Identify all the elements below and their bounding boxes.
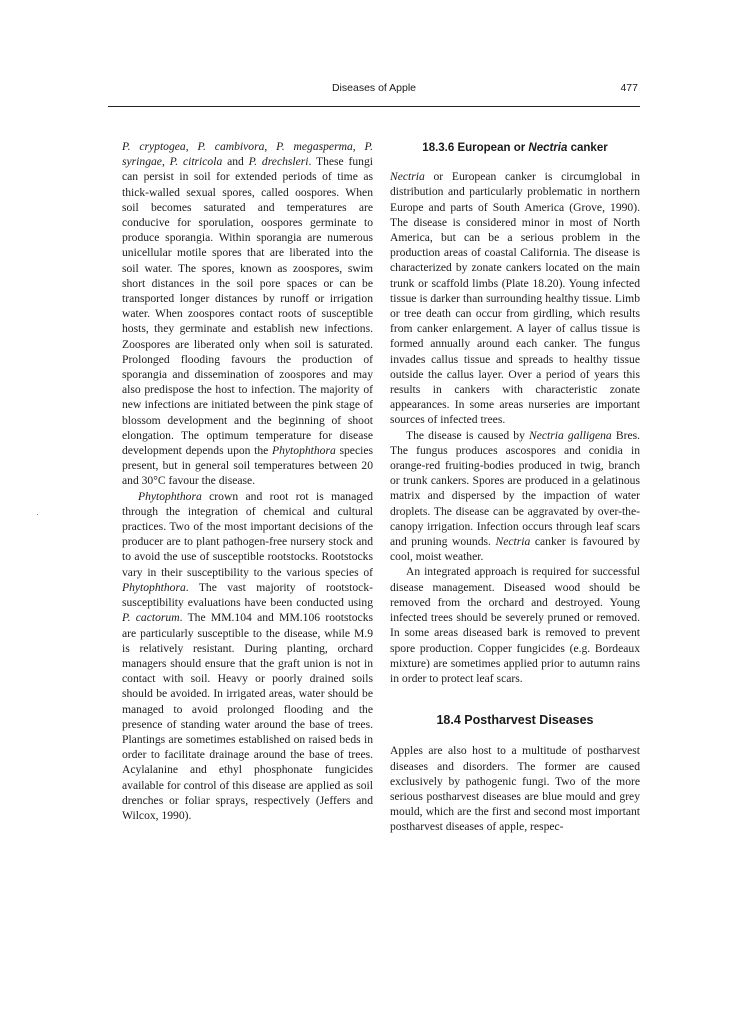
- italic-run: Nectria: [390, 170, 425, 184]
- italic-run: Nectria galligena: [529, 428, 612, 442]
- text-run: canker is favoured by cool, moist weather.: [390, 535, 640, 564]
- text-run: . These fungi can persist in soil for extended periods of time as thick-walled sexual spores, called oospores. When soil becomes saturated and temperatures are conducive for sporulation, oospores germinate to produce sporangia. Within sporangia are numerous unicellular motile spores that are liberated into the soil water. The spores, known as zoospores, swim short distances in the soil pore spaces or can be transported longer distances by runoff or irrigation water. When zoospores contact roots of susceptible hosts, they germinate and establish new infections. Zoospores are liberated only when soil is saturated. Prolonged flooding favours the production of sporangia and dissemination of zoospores and may also predispose the host to infection. The majority of new infections are initiated between the pink stage of blossom development and the beginning of shoot elongation. The optimum temperature for disease development depends upon the: [122, 155, 373, 458]
- right-column: [390, 139, 640, 835]
- running-head: Diseases of Apple: [331, 82, 417, 94]
- paragraph: [390, 743, 640, 834]
- text-run: canker: [567, 142, 608, 154]
- text-run: or European canker is circumglobal in distribution and particularly problematic in northern Europe and parts of South America (Grove, 1990). The disease is considered minor in most of North America, but can be a serious problem in the production areas of coastal California. The disease is characterized by zonate cankers located on the main trunk or scaffold limbs (Plate 18.20). Young infected tissue is darker than surrounding healthy tissue. Limb or tree death can occur from girdling, which results from canker enlargement. A layer of callus tissue is formed annually around each canker. The fungus invades callus tissue and spreads to healthy tissue outside the callus layer. Over a period of years this results in cankers with characteristic zonate appearances. In some areas nurseries are important sources of infected trees.: [390, 170, 640, 427]
- section-subheading: [390, 139, 640, 156]
- text-run: . The vast majority of rootstock-susceptibility evaluations have been conducted using: [122, 580, 373, 610]
- section-heading: 18.4 Postharvest Diseases: [436, 713, 594, 728]
- italic-run: P. cryptogea: [122, 140, 186, 153]
- italic-run: Phytophthora: [272, 444, 336, 458]
- text-run: An integrated approach is required for successful disease management. Diseased wood should be removed from the orchard and destroyed. Young infected trees should be severely pruned or removed. In some areas diseased bark is removed to prevent spore production. Copper fungicides (e.g. Bordeaux mixture) are sometimes applied prior to autumn rains in order to protect leaf scars.: [390, 565, 640, 685]
- italic-run: P. syringae: [122, 140, 374, 169]
- text-run: Apples are also host to a multitude of postharvest diseases and disorders. The former are caused exclusively by pathogenic fungi. Two of the more serious postharvest diseases are blue mould and grey mould, which are the first and second most important postharvest diseases of apple, respec-: [390, 744, 640, 834]
- page-header: [108, 80, 640, 98]
- italic-run: P. drechsleri: [248, 155, 309, 169]
- text-run: ,: [185, 140, 198, 153]
- italic-run: Nectria: [495, 535, 531, 549]
- text-run: ,: [352, 140, 365, 153]
- paragraph: [122, 489, 373, 823]
- text-run: ,: [264, 140, 277, 153]
- italic-run: P. citricola: [169, 155, 223, 169]
- paragraph: [390, 169, 640, 427]
- page-number: 477: [620, 82, 638, 94]
- scan-speck: [37, 514, 38, 515]
- text-run: The disease is caused by: [406, 428, 530, 442]
- text-run: and: [222, 155, 249, 169]
- text-run: crown and root rot is managed through the integration of chemical and cultural practices. Two of the most important decisions of the producer are to plant pathogen-free nursery stock and to avoid the use of susceptible rootstocks. Rootstocks vary in their susceptibility to the various species of: [122, 489, 373, 579]
- left-column: [122, 139, 373, 823]
- italic-run: P. cactorum: [122, 611, 180, 625]
- italic-run: P. megasperma: [276, 140, 353, 153]
- paragraph: [390, 428, 640, 565]
- paragraph: [122, 139, 373, 489]
- italic-run: Nectria: [528, 142, 568, 154]
- text-run: Bres. The fungus produces ascospores and conidia in orange-red fruiting-bodies produced in twig, branch or trunk cankers. Spores are produced in a gelatinous matrix and dispersed by the impaction of water droplets. The disease can be aggravated by over-the-canopy irrigation. Infection occurs through leaf scars and pruning wounds.: [390, 428, 640, 549]
- italic-run: P. cambivora: [197, 140, 265, 153]
- text-run: species present, but in general soil temperatures between 20 and 30°C favour the disease.: [122, 444, 373, 488]
- italic-run: Phytophthora: [122, 580, 186, 594]
- text-run: 18.3.6 European or: [422, 142, 529, 154]
- italic-run: Phytophthora: [138, 489, 202, 503]
- text-run: . The MM.104 and MM.106 rootstocks are particularly susceptible to the disease, while M.9 is relatively resistant. During planting, orchard managers should ensure that the graft union is not in contact with soil. Heavy or poorly drained soils should be avoided. In irrigated areas, water should be managed to avoid prolonged flooding and the presence of standing water around the base of trees. Plantings are sometimes established on raised beds in order to facilitate drainage around the base of trees. Acylalanine and ethyl phosphonate fungicides available for control of this disease are applied as soil drenches or foliar sprays, respectively (Jeffers and Wilcox, 1990).: [122, 611, 374, 822]
- paragraph: [390, 564, 640, 686]
- text-run: ,: [161, 155, 170, 169]
- header-rule: [108, 106, 640, 107]
